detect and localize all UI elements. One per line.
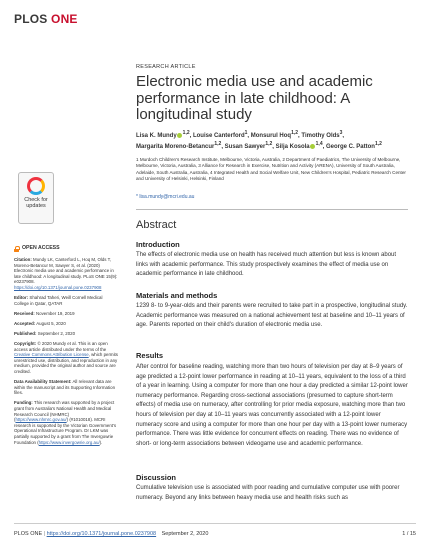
- logo-plos: PLOS: [14, 12, 48, 26]
- author-line-2: Margarita Moreno-Betancur$^{1,2}$, Susan Sawyer$^{1,2}$, Silja Kosola $^{1,4}$, George C. Patton$^{1,2}$: [136, 141, 382, 151]
- journal-logo: [14, 12, 78, 26]
- footer-divider: [14, 523, 416, 524]
- methods-text: 1239 8- to 9-year-olds and their parents were recruited to take part in a prospective, longitudinal study. Academic performance was measured on a national achievement test at baseline and 10–11 years of age. Parents reported on their child's duration of electronic media use.: [136, 303, 408, 329]
- author-line-1: Lisa K. Mundy $^{1,2}$, Louise Canterford$^1$, Monsurul Hoq$^{1,2}$, Timothy Olds$^3$,: [136, 130, 345, 139]
- open-lock-icon: [14, 246, 19, 252]
- data-availability: Data Availability Statement: All relevant data are within the manuscript and its Supporting Information files.: [14, 379, 116, 396]
- author-list: [136, 129, 408, 151]
- abstract-heading: Abstract: [136, 219, 177, 231]
- open-access-label: OPEN ACCESS: [22, 245, 60, 252]
- results-heading: Results: [136, 351, 164, 360]
- affiliations: 1 Murdoch Children's Research Institute, Melbourne, Victoria, Australia, 2 Department of Paediatrics, The University of Melbourne, Melbourne, Victoria, Australia, 3 Alliance for Research in Exercise, Nutrition and Activity (ARENA), University of South Australia, Adelaide, South Australia, Australia, 4 Integrated Health and Social Welfare Unit, New Children's Hospital, Pediatric Research Center and University of Helsinki, Helsinki, Finland: [136, 157, 406, 182]
- article-info-sidebar: [14, 246, 118, 450]
- footer-journal: PLOS ONE: [14, 531, 43, 537]
- copyright: Copyright: © 2020 Mundy et al. This is an open access article distributed under the terms of the Creative Commons Attribution License, which permits unrestricted use, distribution, and reproduction in any medium, provided the original author and source are credited.: [14, 341, 118, 374]
- article-title: Electronic media use and academic performance in late childhood: A longitudinal study: [136, 73, 373, 123]
- introduction-heading: Introduction: [136, 240, 180, 249]
- check-for-updates-badge[interactable]: [18, 172, 54, 224]
- introduction-text: The effects of electronic media use on health has received much attention but less is known about links with academic performance. This study prospectively examines the effect of media use on academic performance in late childhood.: [136, 252, 397, 278]
- methods-heading: Materials and methods: [136, 291, 218, 300]
- page-footer: PLOS ONE | https://doi.org/10.1371/journal.pone.0237908 September 2, 2020: [14, 531, 209, 537]
- license-link[interactable]: Creative Commons Attribution License: [14, 352, 89, 358]
- editor: Editor: Shahrad Taheri, Weill Cornell Medical College in Qatar, QATAR: [14, 295, 103, 306]
- crossmark-label: Check for updates: [24, 197, 48, 209]
- divider: [136, 209, 408, 210]
- article-type: RESEARCH ARTICLE: [136, 64, 196, 70]
- page-number: 1 / 15: [402, 531, 416, 537]
- invergowrie-link[interactable]: https://www.invergowrie.org.au/: [38, 439, 100, 445]
- results-text: After control for baseline reading, watching more than two hours of television per day at 8–9 years of age predicted a 12-point lower performance in reading at 10–11 years, equivalent to the loss of a third of a year in learning. Using a computer for more than one hour a day predicted a similar 12-point lower numeracy performance. Regarding cross-sectional associations (presumed to capture short-term effects) of media use on numeracy, after controlling for prior media exposure, watching more than two hours of television per day at 10–11 years was concurrently associated with a 12-point lower numeracy score and using a computer for more than one hour per day with a 13-point lower numeracy performance. There was little evidence for concurrent effects on reading. There was no evidence of short- or long-term associations between videogame use and academic performance.: [136, 364, 408, 447]
- funding: Funding: This research was supported by a project grant from Australia's National Health and Medical Research Council (NHMRC) (https://www.nhmrc.gov.au/) (#1010018). MCRI research is supported by the Victorian Government's Operational Infrastructure Program. Dr LKM was partially supported by a grant from The Invergowrie Foundation (https://www.invergowrie.org.au/).: [14, 400, 117, 445]
- corresponding-email[interactable]: * lisa.mundy@mcri.edu.au: [136, 194, 195, 200]
- accepted-date: Accepted: August 5, 2020: [14, 320, 66, 326]
- citation: Citation: Mundy LK, Canterford L, Hoq M, Olds T, Moreno-Betancur M, Sawyer S, et al. (2020) Electronic media use and academic performance in late childhood: A longitudinal study. PLoS ONE 15(9): e0237908. https://doi.org/10.1371/journal.pone.0237908: [14, 257, 118, 290]
- logo-one: ONE: [51, 12, 78, 26]
- discussion-text: Cumulative television use is associated with poor reading and cumulative computer use with poorer numeracy. Beyond any links between heavy media use and health risks such as: [136, 485, 400, 501]
- nhmrc-link[interactable]: https://www.nhmrc.gov.au/: [15, 417, 67, 423]
- published-date: Published: September 2, 2020: [14, 330, 76, 336]
- crossmark-icon: [27, 177, 45, 195]
- orcid-icon[interactable]: [177, 133, 182, 138]
- discussion-heading: Discussion: [136, 473, 177, 482]
- open-access-badge: [14, 246, 118, 252]
- footer-doi-link[interactable]: https://doi.org/10.1371/journal.pone.0237908: [46, 531, 157, 537]
- footer-date: September 2, 2020: [161, 531, 209, 537]
- citation-doi-link[interactable]: https://doi.org/10.1371/journal.pone.0237908: [14, 284, 102, 290]
- orcid-icon[interactable]: [310, 144, 315, 149]
- received-date: Received: November 19, 2019: [14, 310, 75, 316]
